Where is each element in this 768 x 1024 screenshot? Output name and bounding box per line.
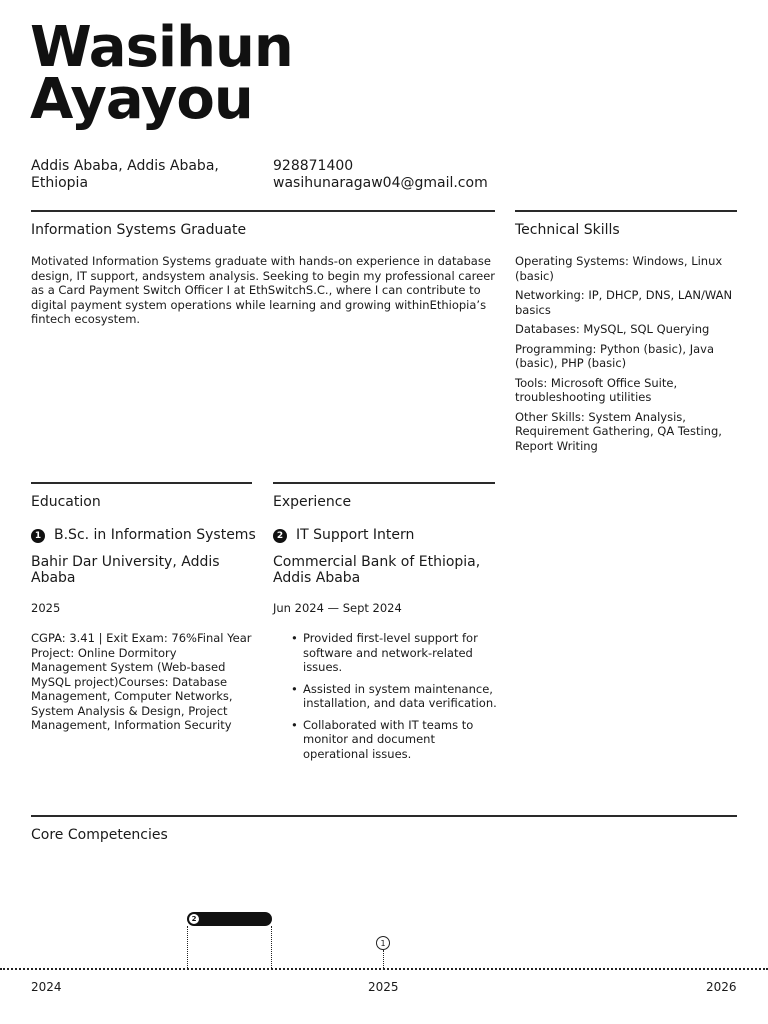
contact-info: [273, 158, 533, 192]
education-number-badge: 1: [31, 529, 45, 543]
degree-name: B.Sc. in Information Systems: [54, 527, 256, 543]
address-line-1: Addis Ababa, Addis Ababa,: [31, 158, 219, 174]
skills-divider: [515, 210, 737, 212]
timeline-education-marker: 1: [376, 936, 390, 950]
experience-title: Experience: [273, 494, 352, 510]
timeline-axis: [0, 968, 768, 970]
education-title: Education: [31, 494, 101, 510]
skill-item: Operating Systems: Windows, Linux (basic): [515, 254, 723, 283]
timeline-education-line: [383, 950, 384, 968]
timeline-year-start: 2024: [31, 980, 62, 994]
first-name: Wasihun: [30, 15, 293, 80]
last-name: Ayayou: [30, 67, 253, 132]
list-item: • Provided first-level support for software and network-related issues.: [273, 631, 498, 675]
job-role: IT Support Intern: [296, 527, 415, 543]
experience-number-badge: 2: [273, 529, 287, 543]
address-line-2: Ethiopia: [31, 175, 89, 191]
skill-item: Programming: Python (basic), Java (basic), PHP (basic): [515, 341, 714, 370]
skill-item: Other Skills: System Analysis, Requirement Gathering, QA Testing, Report Writing: [515, 409, 722, 453]
education-divider: [31, 482, 252, 484]
address: [31, 158, 261, 192]
skill-item: Networking: IP, DHCP, DNS, LAN/WAN basics: [515, 288, 733, 317]
timeline-bar-start-line: [187, 926, 188, 968]
summary-title: Information Systems Graduate: [31, 222, 247, 238]
experience-heading: [273, 527, 495, 544]
skill-item: Databases: MySQL, SQL Querying: [515, 322, 710, 336]
timeline-experience-marker: 2: [189, 914, 199, 924]
competencies-divider: [31, 815, 737, 817]
skills-list: [515, 254, 737, 458]
timeline-year-end: 2026: [706, 980, 737, 994]
experience-bullets: [273, 631, 498, 768]
education-details: CGPA: 3.41 | Exit Exam: 76%Final Year Project: Online Dormitory Management System (Web-based MySQL project)Courses: Database Management, Computer Networks, System Analysis & Design, Project Management, Information Security: [31, 631, 252, 732]
experience-divider: [273, 482, 495, 484]
experience-dates: Jun 2024 — Sept 2024: [273, 601, 402, 615]
company-name: Commercial Bank of Ethiopia, Addis Ababa: [273, 554, 481, 586]
timeline-bar-end-line: [271, 926, 272, 968]
list-item: • Collaborated with IT teams to monitor and document operational issues.: [273, 718, 498, 762]
skill-item: Tools: Microsoft Office Suite, troubleshooting utilities: [515, 375, 678, 404]
summary-text: Motivated Information Systems graduate with hands-on experience in database design, IT support, andsystem analysis. Seeking to begin my professional career as a Card Payment Switch Officer I at EthSwitchS.C., where I can contribute to digital payment system operations while learning and growing withinEthiopia’s fintech ecosystem.: [31, 254, 496, 326]
candidate-name: [30, 15, 293, 132]
email-address[interactable]: wasihunaragaw04@gmail.com: [273, 175, 488, 191]
skills-title: Technical Skills: [515, 222, 620, 238]
list-item: • Assisted in system maintenance, installation, and data verification.: [273, 682, 498, 711]
summary-divider: [31, 210, 495, 212]
timeline-year-mid: 2025: [368, 980, 399, 994]
phone-number: 928871400: [273, 158, 354, 174]
institution-name: Bahir Dar University, Addis Ababa: [31, 554, 220, 586]
education-year: 2025: [31, 601, 61, 615]
competencies-title: Core Competencies: [31, 827, 168, 843]
education-heading: [31, 527, 266, 544]
timeline-experience-bar: [187, 912, 272, 926]
